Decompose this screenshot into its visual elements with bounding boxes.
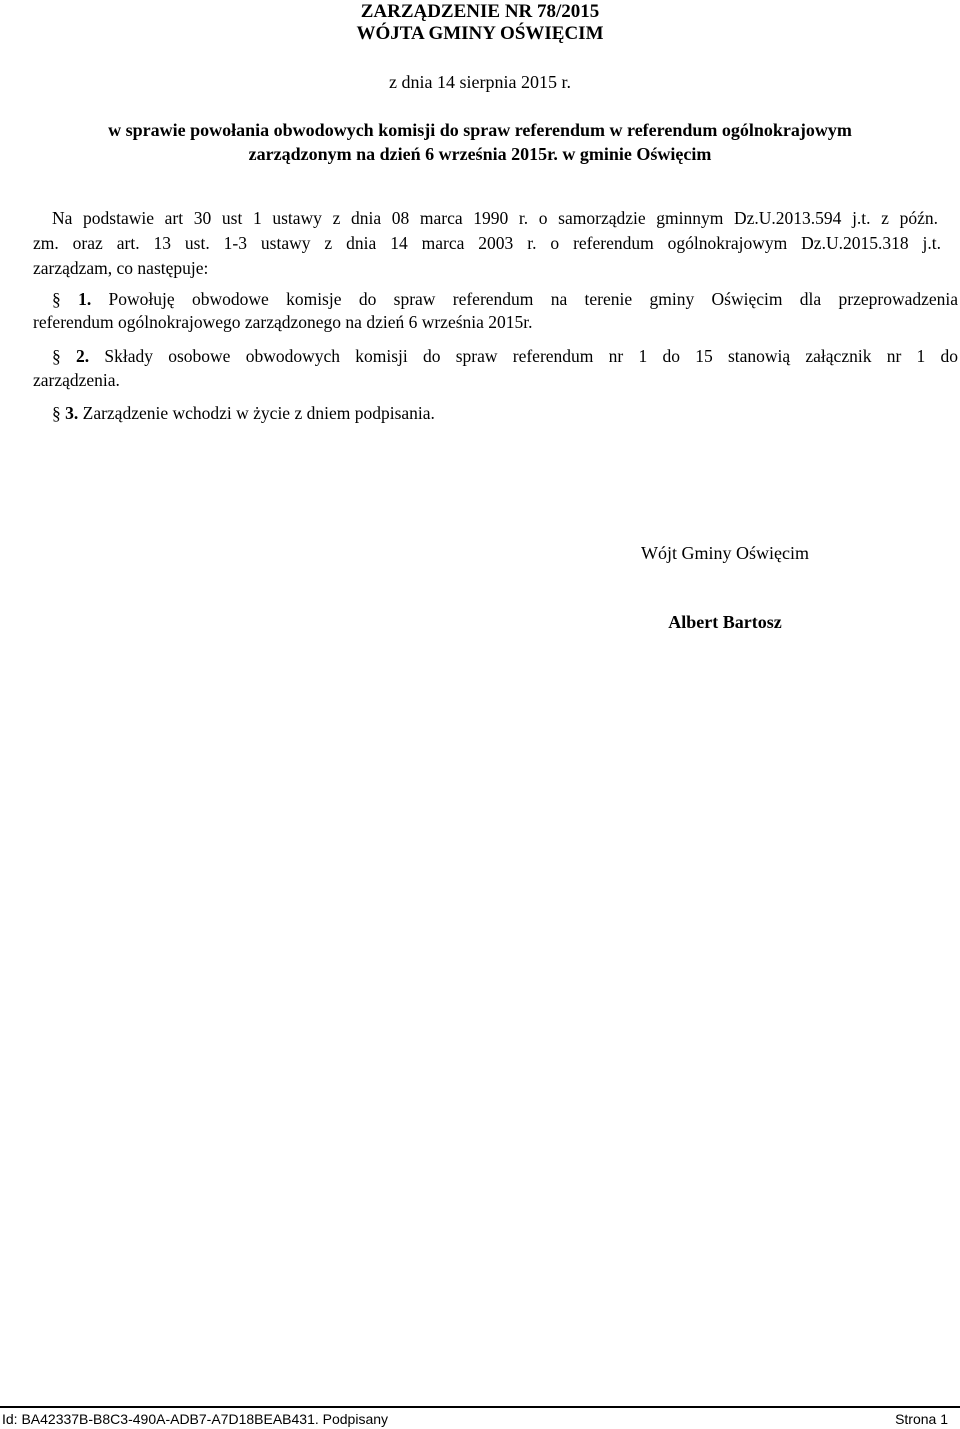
preamble-line2: zm. oraz art. 13 ust. 1-3 ustawy z dnia 14 marca 2003 r. o referendum ogólnokrajowym Dz.U.2015.318 j.t. (33, 233, 941, 253)
document-title-line1: ZARZĄDZENIE NR 78/2015 (360, 1, 600, 22)
paragraph-text: Powołuję obwodowe komisje do spraw referendum na terenie gminy Oświęcim dla przeprowadzenia (108, 289, 959, 309)
document-id: Id: BA42337B-B8C3-490A-ADB7-A7D18BEAB431. Podpisany (2, 1411, 389, 1427)
paragraph-1-line1 (52, 288, 958, 310)
paragraph-1-line2: referendum ogólnokrajowego zarządzonego na dzień 6 września 2015r. (33, 312, 533, 332)
document-title-line2: WÓJTA GMINY OŚWIĘCIM (356, 23, 604, 44)
signature-name: Albert Bartosz (668, 612, 782, 632)
section-mark: § (52, 289, 61, 309)
paragraph-number: 2. (76, 346, 90, 366)
paragraph-text: Zarządzenie wchodzi w życie z dniem podpisania. (82, 403, 435, 423)
signature-title: Wójt Gminy Oświęcim (641, 543, 809, 563)
page-footer (0, 1406, 960, 1428)
document-subject-line1: w sprawie powołania obwodowych komisji do spraw referendum w referendum ogólnokrajowym (108, 120, 852, 140)
page-number: Strona 1 (895, 1411, 948, 1427)
section-mark: § (52, 346, 61, 366)
paragraph-number: 3. (65, 403, 79, 423)
paragraph-2-line1 (52, 345, 958, 367)
document-subject-line2: zarządzonym na dzień 6 września 2015r. w gminie Oświęcim (248, 144, 712, 164)
preamble-line1: Na podstawie art 30 ust 1 ustawy z dnia 08 marca 1990 r. o samorządzie gminnym Dz.U.2013.594 j.t. z późn. (52, 208, 938, 228)
preamble-line3: zarządzam, co następuje: (33, 258, 209, 278)
paragraph-3-line1 (52, 402, 435, 424)
paragraph-2-line2: zarządzenia. (33, 370, 120, 390)
document-date: z dnia 14 sierpnia 2015 r. (389, 72, 571, 92)
section-mark: § (52, 403, 61, 423)
paragraph-text: Składy osobowe obwodowych komisji do spraw referendum nr 1 do 15 stanowią załącznik nr 1 do (104, 346, 959, 366)
paragraph-number: 1. (78, 289, 92, 309)
